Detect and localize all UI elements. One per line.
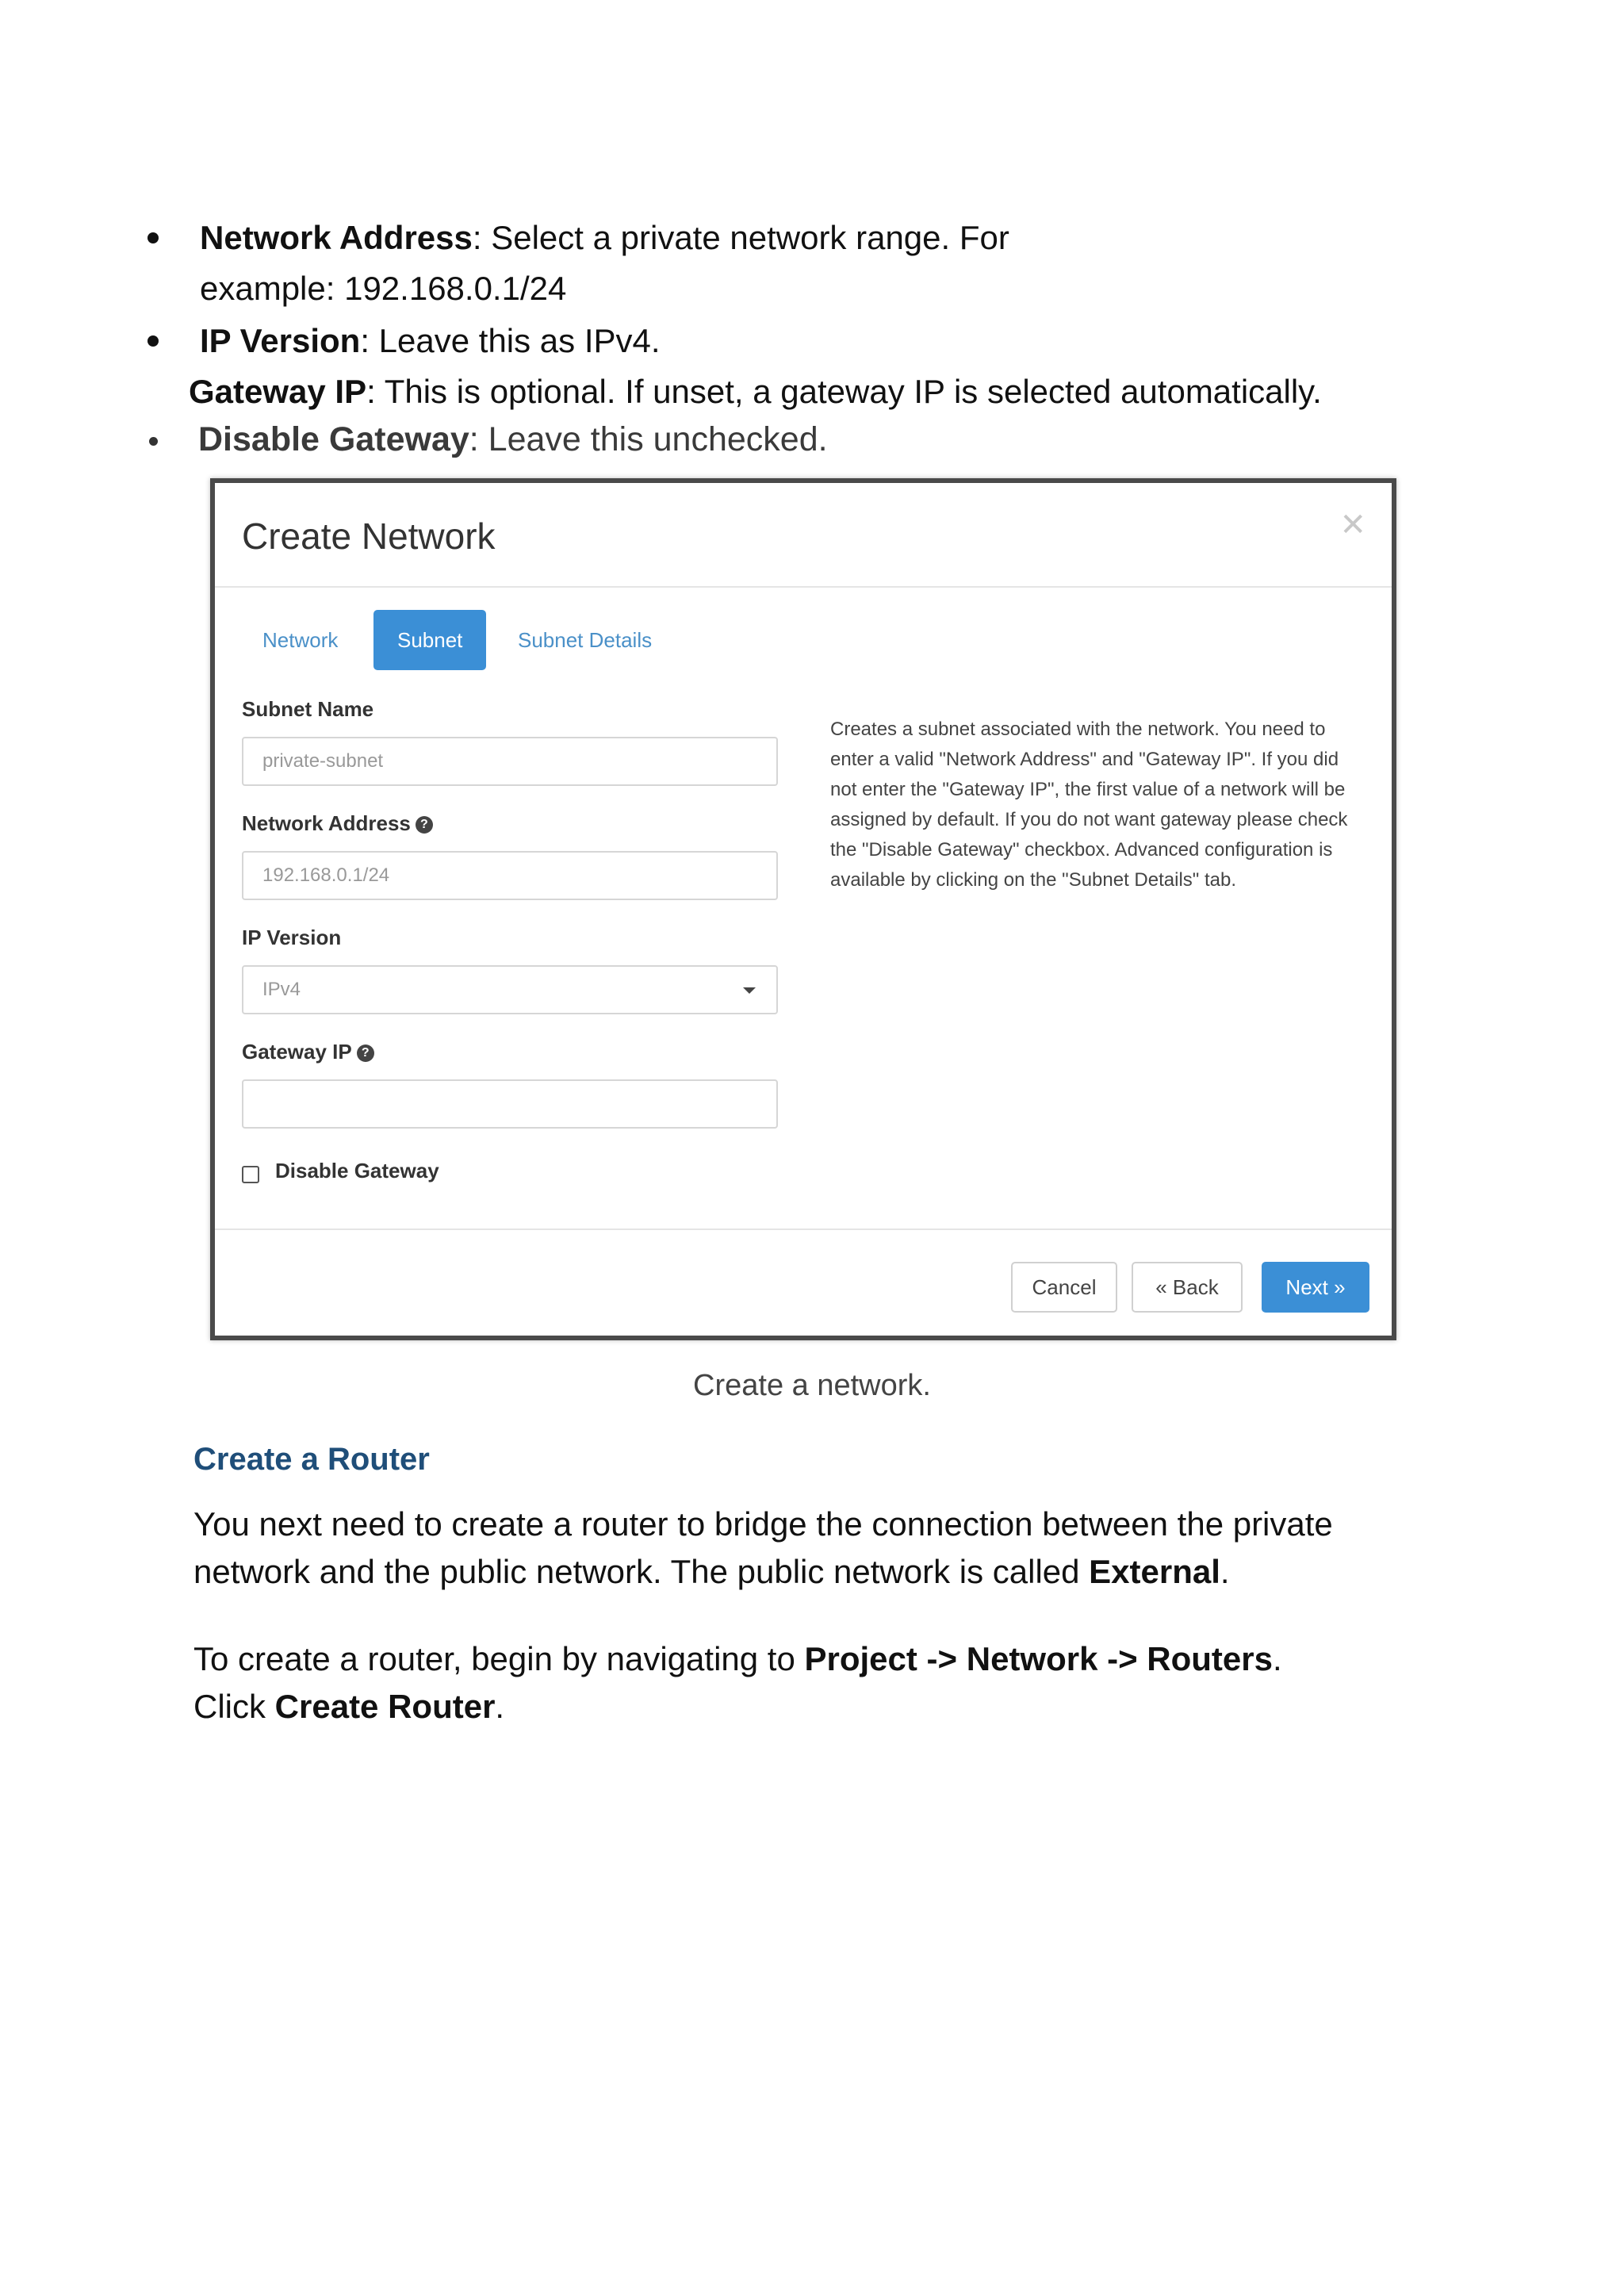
chevron-down-icon <box>743 987 756 994</box>
gateway-ip-label <box>242 1040 374 1064</box>
tab-subnet-details[interactable]: Subnet Details <box>518 628 653 652</box>
bullet-network-address <box>200 213 1009 263</box>
close-icon[interactable]: ✕ <box>1339 508 1366 542</box>
help-icon[interactable]: ? <box>416 816 433 834</box>
para-end: . <box>1272 1640 1282 1677</box>
subnet-name-label: Subnet Name <box>242 697 374 721</box>
bullet-dot <box>149 437 158 446</box>
bullet-term: IP Version <box>200 322 361 359</box>
disable-gateway-label: Disable Gateway <box>275 1159 439 1182</box>
bullet-term: Network Address <box>200 219 473 256</box>
help-description: Creates a subnet associated with the network. You need to enter a valid "Network Address" and "Gateway IP". If you did not enter the "Gateway IP", the first value of a network will be assigned by default. If you do not want gateway please check the "Disable Gateway" checkbox. Advanced configuration is available by clicking on the "Subnet Details" tab. <box>830 719 1348 891</box>
bullet-ip-version <box>200 316 661 366</box>
bullet-term: Disable Gateway <box>198 420 469 458</box>
para-end: . <box>1220 1553 1230 1590</box>
network-address-label-text: Network Address <box>242 811 411 835</box>
next-button[interactable]: Next » <box>1262 1262 1369 1313</box>
section-heading: Create a Router <box>193 1442 430 1477</box>
bullet-dot <box>147 335 159 347</box>
help-icon[interactable]: ? <box>357 1045 374 1062</box>
para-text: Click <box>193 1688 275 1725</box>
para-text: To create a router, begin by navigating to <box>193 1640 805 1677</box>
paragraph-1-line-2 <box>193 1547 1230 1597</box>
figure-caption: Create a network. <box>693 1369 931 1402</box>
subnet-name-input[interactable]: private-subnet <box>242 737 778 786</box>
paragraph-2-line-2 <box>193 1681 504 1732</box>
create-network-screenshot <box>210 478 1396 1340</box>
tab-subnet[interactable]: Subnet <box>373 610 486 670</box>
tab-network[interactable]: Network <box>262 628 339 652</box>
network-address-label <box>242 811 433 836</box>
bullet-disable-gateway <box>198 414 828 465</box>
gateway-ip-input[interactable] <box>242 1079 778 1129</box>
bullet-text: : Leave this unchecked. <box>469 420 828 458</box>
footer-divider <box>215 1228 1392 1230</box>
back-button[interactable]: « Back <box>1132 1262 1243 1313</box>
bullet-term: Gateway IP <box>189 373 367 410</box>
para-bold: External <box>1089 1553 1220 1590</box>
bullet-gateway-ip <box>189 366 1322 417</box>
para-bold: Project -> Network -> Routers <box>804 1640 1273 1677</box>
para-bold: Create Router <box>274 1688 496 1725</box>
disable-gateway-checkbox[interactable] <box>242 1166 259 1183</box>
ip-version-select[interactable] <box>242 965 778 1014</box>
gateway-ip-label-text: Gateway IP <box>242 1040 352 1064</box>
cancel-button[interactable]: Cancel <box>1011 1262 1117 1313</box>
bullet-text: : Leave this as IPv4. <box>360 322 661 359</box>
para-text: network and the public network. The public network is called <box>193 1553 1090 1590</box>
ip-version-value: IPv4 <box>262 979 301 1000</box>
bullet-continuation: example: 192.168.0.1/24 <box>200 270 567 307</box>
ip-version-label: IP Version <box>242 926 342 949</box>
para-end: . <box>495 1688 505 1725</box>
paragraph-2-line-1 <box>193 1634 1282 1685</box>
bullet-dot <box>147 232 159 243</box>
bullet-text: : This is optional. If unset, a gateway IP is selected automatically. <box>366 373 1322 410</box>
divider <box>215 586 1392 588</box>
paragraph-1-line-1: You next need to create a router to bridge the connection between the private <box>193 1505 1333 1543</box>
dialog-title: Create Network <box>242 516 496 557</box>
bullet-text: : Select a private network range. For <box>472 219 1009 256</box>
network-address-input[interactable]: 192.168.0.1/24 <box>242 851 778 900</box>
